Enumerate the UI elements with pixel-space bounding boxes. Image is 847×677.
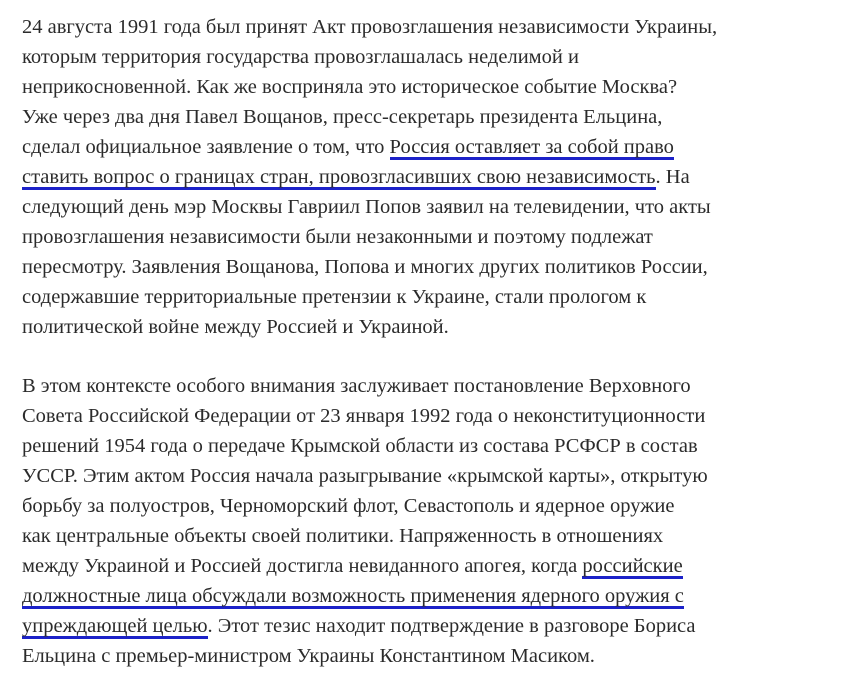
text-line [22, 581, 822, 611]
highlighted-quote: должностные лица обсуждали возможность применения ядерного оружия с [22, 585, 684, 607]
article-body [22, 0, 822, 667]
text-line: следующий день мэр Москвы Гавриил Попов заявил на телевидении, что акты [22, 196, 711, 218]
text-line: как центральные объекты своей политики. Напряженность в отношениях [22, 525, 664, 547]
text-segment: . Этот тезис находит подтверждение в разговоре Бориса [207, 615, 696, 637]
text-line: решений 1954 года о передаче Крымской области из состава РСФСР в состав [22, 435, 698, 457]
text-segment: между Украиной и Россией достигла невиданного апогея, когда [22, 555, 583, 577]
text-line: УССР. Этим актом Россия начала разыгрывание «крымской карты», открытую [22, 465, 708, 487]
highlighted-quote: российские [582, 555, 683, 577]
text-line: 24 августа 1991 года был принят Акт провозглашения независимости Украины, [22, 16, 718, 38]
text-segment: сделал официальное заявление о том, что [22, 136, 390, 158]
text-line: борьбу за полуостров, Черноморский флот, Севастополь и ядерное оружие [22, 495, 675, 517]
text-line: Совета Российской Федерации от 23 января 1992 года о неконституционности [22, 405, 706, 427]
paragraph-independence-act [22, 0, 822, 338]
text-line: В этом контексте особого внимания заслуживает постановление Верховного [22, 375, 691, 397]
text-line: политической войне между Россией и Украиной. [22, 316, 449, 338]
highlighted-quote: Россия оставляет за собой право [389, 136, 674, 158]
text-line [22, 611, 822, 641]
text-line: неприкосновенной. Как же восприняла это историческое событие Москва? [22, 76, 678, 98]
highlighted-quote: ставить вопрос о границах стран, провозгласивших свою независимость [22, 166, 656, 188]
text-line: провозглашения независимости были незаконными и поэтому подлежат [22, 226, 653, 248]
text-segment: . На [655, 166, 690, 188]
text-line: Ельцина с премьер-министром Украины Константином Масиком. [22, 645, 595, 667]
text-line [22, 132, 822, 162]
highlighted-quote: упреждающей целью [22, 615, 208, 637]
paragraph-crimea-resolution [22, 359, 822, 667]
text-line: содержавшие территориальные претензии к Украине, стали прологом к [22, 286, 647, 308]
text-line: которым территория государства провозглашалась неделимой и [22, 46, 579, 68]
text-line: пересмотру. Заявления Вощанова, Попова и многих других политиков России, [22, 256, 708, 278]
text-line: Уже через два дня Павел Вощанов, пресс-секретарь президента Ельцина, [22, 106, 663, 128]
text-line [22, 162, 822, 192]
text-line [22, 551, 822, 581]
